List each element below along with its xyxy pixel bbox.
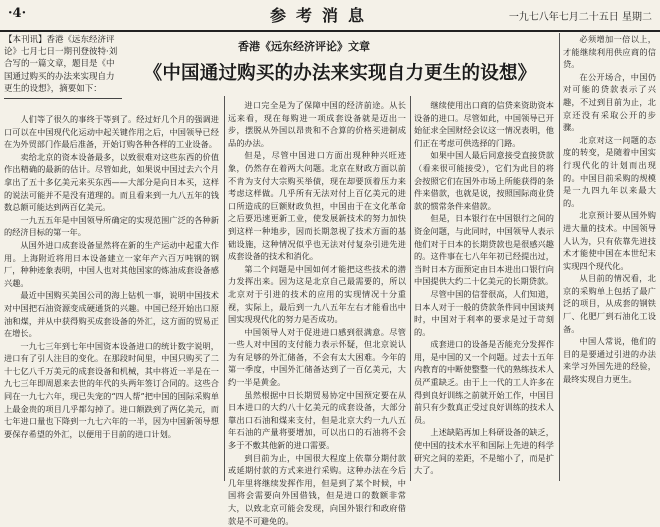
page-number: ·4· <box>8 6 27 21</box>
paragraph: 北京对这一问题的态度的转变，是随着中国实行现代化的计划而出现的。中国目前采购的规模是一九四九年以来最大的。 <box>563 134 656 208</box>
newspaper-name: 参考消息 <box>270 6 375 25</box>
paragraph: 人们等了很久的事终于等到了。经过好几个月的强调进口可以在中国现代化运动中起关键作用之后，中国领导已经在为外贸部门作最后准备，开始订购各种各样的工业设备。 <box>4 114 219 150</box>
paragraph: 继续使用出口商的信贷来资助资本设备的进口。尽管如此，中国领导已开始征求全国财经会议这一情况表明，他们正在考虑可供选择的门路。 <box>414 100 554 148</box>
paragraph: 从目前的情况看，北京的采购单上包括了最广泛的项目，从成套的钢铁厂、化肥厂到石油化工设备。 <box>563 273 656 334</box>
article-column-4 <box>563 33 656 483</box>
paragraph: 进口完全是为了保障中国的经济前途。从长远来看，现在每购进一项成套设备就是迈出一步，摆脱从外国以昂贵和不合算的价格买进制成品的办法。 <box>228 100 406 148</box>
masthead <box>0 0 660 32</box>
editor-note: 【本刊讯】香港《远东经济评论》七月七日一期刊登彼特·刘合写的一篇文章，题目是《中国通过购买的办法来实现自力更生的设想》，摘要如下： <box>4 34 122 99</box>
paragraph: 在公开场合，中国仍对可能的贷款表示了兴趣，不过到目前为止，北京还没有采取公开的步骤。 <box>563 71 656 133</box>
paragraph: 如果中国人最后同意接受直接贷款（看来很可能接受），它们为此目的将会按照它们在国外市场上所能获得的条件来借款，也就是说，按照国际商业贷款的惯常条件来借款。 <box>414 150 554 211</box>
article-kicker: 香港《远东经济评论》文章 <box>238 40 370 53</box>
paragraph: 必须增加一倍以上，才能继续利用供应商的信贷。 <box>563 34 656 70</box>
article-headline: 《中国通过购买的办法来实现自力更生的设想》 <box>143 63 537 84</box>
column-divider <box>410 96 411 481</box>
paragraph: 上述缺陷再加上科研设备的缺乏，使中国的技术水平和国际上先进的科学研究之间的差距，不是缩小了，而是扩大了。 <box>414 427 554 476</box>
issue-date: 一九七八年七月二十五日 星期二 <box>508 12 652 23</box>
article-column-2 <box>228 99 406 526</box>
paragraph: 成套进口的设备是否能充分发挥作用，是中国的又一个问题。过去十五年内教育的中断使整整一代的熟练技术人员严重缺乏。由于上一代的工人许多在得到良好训练之前就开始工作，中国目前只有少数真正受过良好训练的技术人员。 <box>414 339 554 425</box>
paragraph: 一九五五年是中国领导所确定的实现范围广泛的各种新的经济目标的第一年。 <box>4 214 219 238</box>
paragraph: 中国领导人对于促进进口感到很满意。尽管一些人对中国的支付能力表示怀疑，但北京说认为有足够的外汇储备，不会有太大困难。今年的第一季度，中国外汇储备达到了一百亿美元，大约一半是黄金。 <box>228 326 406 388</box>
paragraph: 北京预计要从国外购进大量的技术。中国领导人认为，只有依靠先进技术才能使中国在本世纪末实现四个现代化。 <box>563 210 656 271</box>
column-divider <box>559 33 560 481</box>
article-column-1 <box>4 113 219 483</box>
paragraph: 第二个问题是中国如何才能把这些技术的潜力发挥出来。因为这是北京自己最需要的，所以北京对于引进的技术的应用的实现情况十分重视，实际上，最后到一九八五年左右才能看出中国实现现代化的努力是否成功。 <box>228 263 406 325</box>
column-divider <box>224 96 225 481</box>
paragraph: 但是，尽管中国进口方面出现种种兴旺迹象，仍然存在着两大问题。北京在财政方面以前不肯为支付大宗购买举债，现在却要顶着压力来考虑这样做。几乎所有无法对付上百亿美元的进口所造成的巨额财政负担，中国由于在文化革命之后要迅速更新工业，使发展新技术的努力加快到这样一种地步，因而长期忽视了技术方面的基础设施，这种情况似乎也无法对付复杂引进先进成套设备的技术和消化。 <box>228 150 406 262</box>
paragraph: 卖给北京的资本设备最多，以致很难对这些东西的价值作出精确的最新的估计。尽管如此，如果说中国过去六个月拿出了五十多亿美元来买东西——大部分是向日本买，这样的说法可能并不是没有道理的。而且看来到一九八五年的钱数总额可能达到两百亿美元。 <box>4 151 219 213</box>
paragraph: 虽然根据中日长期贸易协定中国预定要在从日本进口的大约八十亿美元的成套设备，大部分靠出口石油和煤来支付，但是北京大约一九八五年石油的产量将要增加，可以出口的石油将不会多于不敷其他新的进口需要。 <box>228 389 406 451</box>
paragraph: 尽管中国的信誉很高，人们知道，日本人对于一般的贷款条件同中国谈判时，中国对于利率的要求是过于苛刻的。 <box>414 288 554 337</box>
paragraph: 到目前为止，中国很大程度上依靠分期付款或延期付款的方式来进行采购。这种办法在今后几年里将继续发挥作用，但是到了某个时候，中国将会需要向外国借钱，但是进口的数额非常大，以致北京可能会发现，向国外银行和政府借款是不可避免的。 <box>228 452 406 526</box>
paragraph: 但是，日本银行在中国银行之间的资金问题，与此同时，中国领导人表示他们对于日本的长期贷款也是很感兴趣的。这件事在七八年年初已经提出过，当时日本方面预定由日本进出口银行向中国提供大约二十亿美元的长期贷款。 <box>414 213 554 287</box>
article-column-3 <box>414 99 554 483</box>
paragraph: 中国人常说，他们的目的是要通过引进的办法来学习外国先进的经验，最终实现自力更生。 <box>563 336 656 385</box>
paragraph: 最近中国购买美国公司的海上钻机一事，说明中国技术对中国把石油资源变成硬通货的兴趣。中国已经开始出口原油和煤，并从中获得购买成套设备的外汇，这方面的贸易正在增长。 <box>4 290 219 339</box>
paragraph: 从国外进口成套设备显然将在新的生产运动中起重大作用。上海附近将用日本设备建立一家年产六百万吨钢的钢厂，种种迹象表明，中国人也对其他国家的炼油成套设备感兴趣。 <box>4 239 219 288</box>
paragraph: 一九七三年到七年中国资本设备进口的统计数字说明，进口有了引人注目的变化。在那段时间里，中国只购买了二十七亿八千万美元的成套设备和机械，其中将近一半是在一九七三年即周恩来去世的年代的头两年签订合同的。这些合同在一九七六年，现已失宠的“四人帮”把中国的国际采购单上最金贵的项目几乎都勾掉了。进口额跌到了两亿美元，而七年进口量也下降到一九七六年的一半，因为中国新领导想要保存希望的外汇，以便用于目前的进口计划。 <box>4 340 219 439</box>
